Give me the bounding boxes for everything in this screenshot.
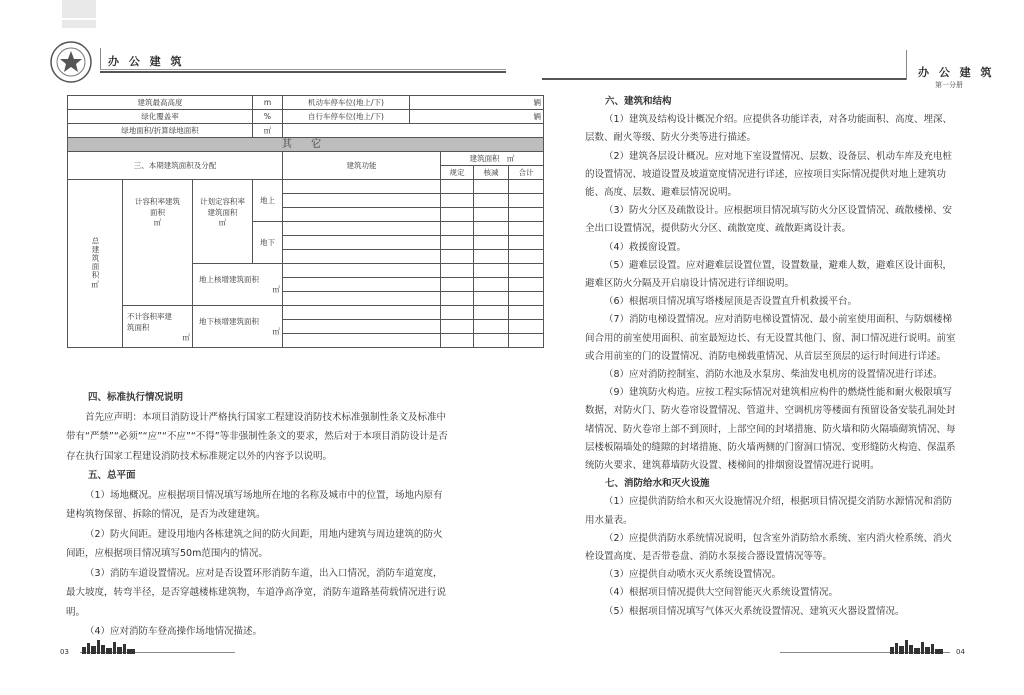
table-cell — [474, 264, 509, 278]
table-cell: 绿地面积/折算绿地面积 — [68, 124, 253, 138]
table-cell — [283, 278, 441, 292]
table-cell — [283, 236, 441, 250]
building-area-unit: ㎡ — [506, 153, 515, 163]
city-skyline-icon — [888, 638, 948, 654]
section-heading: 七、消防给水和灭火设施 — [605, 478, 710, 490]
table-cell — [474, 292, 509, 306]
paragraph: （5）避难层设置。应对避难层设置位置，设置数量，避难人数，避难区设计面积，避难区防火分隔及开启扇设计情况进行详细说明。 — [585, 259, 953, 290]
header-title-right: 办 公 建 筑 — [918, 66, 995, 79]
paragraph: （8）应对消防控制室、消防水池及水泵房、柴油发电机房的设置情况进行详述。 — [604, 369, 943, 381]
table-cell — [441, 222, 474, 236]
table-cell: 绿化覆盖率 — [68, 110, 253, 124]
table-cell — [509, 320, 544, 334]
table-band-row — [68, 138, 544, 152]
table-cell — [441, 334, 474, 348]
below-verify-label: 地下核增建筑面积 — [199, 317, 259, 326]
table-cell — [283, 334, 441, 348]
paragraph: （2）防火间距。建设用地内各栋建筑之间的防火间距，用地内建筑与周边建筑的防火间距，应根据项目情况填写50m范围内的情况。 — [66, 528, 443, 559]
table-row — [68, 110, 544, 124]
table-cell — [283, 306, 441, 320]
table-cell — [509, 292, 544, 306]
table-cell — [441, 278, 474, 292]
paragraph: （2）应提供消防水系统情况说明，包含室外消防给水系统、室内消火栓系统、消火栓设置高度、是否带卷盘、消防水泵接合器设置情况等等。 — [585, 532, 953, 563]
table-row — [68, 124, 544, 138]
table-cell — [509, 250, 544, 264]
table-cell: 合计 — [509, 166, 544, 180]
table-cell — [509, 306, 544, 320]
above-verify-unit: ㎡ — [272, 285, 280, 294]
paragraph: （4）应对消防车登高操作场地情况描述。 — [85, 626, 263, 637]
table-cell — [441, 236, 474, 250]
table-cell — [283, 180, 441, 194]
table-cell — [283, 208, 441, 222]
table-row — [68, 180, 544, 194]
paragraph: （4）救援窗设置。 — [604, 241, 687, 253]
table-cell: 三、本期建筑面积及分配 — [68, 152, 283, 180]
header-divider — [100, 48, 101, 70]
paragraph: （3）防火分区及疏散设计。应根据项目情况填写防火分区设置情况、疏散楼梯、安全出口设置情况，提供防火分区、疏散宽度、疏散距离设计表。 — [585, 205, 953, 235]
table-cell — [283, 222, 441, 236]
paragraph: （1）建筑及结构设计概况介绍。应提供各功能详表，对各功能面积、高度、埋深、层数、耐火等级、防火分类等进行描述。 — [585, 114, 953, 144]
table-cell — [283, 124, 544, 138]
non-far-unit: ㎡ — [182, 332, 190, 342]
table-cell — [283, 194, 441, 208]
above-verify-cell — [193, 264, 283, 306]
paragraph: （3）应提供自动喷水灭火系统设置情况。 — [604, 569, 782, 581]
table-cell — [441, 194, 474, 208]
table-cell: % — [253, 110, 283, 124]
paragraph: （1）场地概况。应根据项目情况填写场地所在地的名称及城市中的位置，场地内原有建构筑物保留、拆除的情况，是否为改建建筑。 — [66, 489, 443, 520]
table-cell — [474, 306, 509, 320]
header-rule-right — [542, 78, 906, 80]
paragraph: （1）应提供消防给水和灭火设施情况介绍，根据项目情况提交消防水源情况和消防用水量表。 — [585, 496, 953, 526]
table-cell — [441, 320, 474, 334]
table-cell — [283, 320, 441, 334]
table-cell: 规定 — [441, 166, 474, 180]
section-heading: 六、建筑和结构 — [605, 96, 672, 107]
table-cell — [474, 320, 509, 334]
table-cell — [509, 222, 544, 236]
page-number-right: 04 — [956, 648, 965, 656]
emblem-logo-icon — [50, 41, 92, 83]
header-divider-right — [906, 50, 907, 80]
table-cell — [283, 250, 441, 264]
table-cell — [474, 250, 509, 264]
table-cell — [474, 208, 509, 222]
header-rule — [100, 69, 506, 70]
header-tab-decoration — [62, 20, 96, 28]
table-cell: 建筑最高高度 — [68, 96, 253, 110]
table-cell — [474, 236, 509, 250]
table-cell — [474, 334, 509, 348]
table-cell — [441, 208, 474, 222]
table-row — [68, 306, 544, 320]
page-number-left: 03 — [60, 648, 69, 656]
section-heading: 五、总平面 — [88, 470, 136, 481]
planned-far-unit: ㎡ — [218, 218, 227, 227]
header-rule — [100, 71, 506, 73]
right-page-text — [585, 93, 961, 621]
header-title-left: 办 公 建 筑 — [108, 55, 185, 68]
table-cell — [474, 180, 509, 194]
planned-far-label: 计划定容积率建筑面积 — [200, 197, 245, 217]
table-cell — [509, 208, 544, 222]
table-cell — [441, 292, 474, 306]
below-ground-cell: 地下 — [253, 222, 283, 264]
table-cell: 自行车停车位(地上/下) — [283, 110, 410, 124]
table-cell — [509, 278, 544, 292]
header-subtitle-right: 第一分册 — [935, 81, 963, 89]
table-cell — [509, 334, 544, 348]
table-cell — [283, 264, 441, 278]
table-cell: 辆 — [410, 96, 544, 110]
below-verify-unit: ㎡ — [272, 327, 280, 336]
table-cell — [509, 180, 544, 194]
header-tab-decoration — [62, 0, 96, 18]
table-cell — [474, 194, 509, 208]
paragraph: （7）消防电梯设置情况。应对消防电梯设置情况、最小前室使用面积、与防烟楼梯间合用的前室使用面积、前室最短边长、有无设置其他门、窗、洞口情况进行说明。前室或合用前室的门的设置情况、消防电梯载重情况、从首层至顶层的运行时间进行详述。 — [585, 314, 956, 362]
table-cell — [441, 264, 474, 278]
left-page-text — [66, 388, 448, 642]
paragraph: （3）消防车道设置情况。应对是否设置环形消防车道，出入口情况，消防车道宽度，最大坡度，转弯半径，是否穿越楼栋建筑物，车道净高净宽，消防车道路基荷载情况进行说明。 — [66, 567, 447, 618]
below-verify-cell — [193, 306, 283, 348]
table-cell — [283, 292, 441, 306]
total-area-unit: ㎡ — [91, 279, 99, 289]
above-verify-label: 地上核增建筑面积 — [199, 275, 259, 284]
table-row — [68, 96, 544, 110]
table-cell — [509, 236, 544, 250]
table-cell — [441, 250, 474, 264]
non-far-label: 不计容积率建筑面积 — [127, 311, 172, 332]
fire-design-form-table — [67, 95, 544, 348]
paragraph: 首先应声明：本项目消防设计严格执行国家工程建设消防技术标准强制性条文及标准中带有“严禁”“必须”“应”“不应”“不得”等非强制性条文的要求，然后对于本项目消防设计是否存在执行国家工程建设消防技术标准规定以外的内容予以说明。 — [66, 411, 448, 462]
paragraph: （2）建筑各层设计概况。应对地下室设置情况、层数、设备层、机动车库及充电桩的设置情况、坡道设置及坡道宽度情况进行详述，应按项目实际情况提供对地上建筑功能、高度、层数、避难层情况说明。 — [585, 150, 953, 199]
table-cell: 核减 — [474, 166, 509, 180]
table-row — [68, 152, 544, 166]
far-area-label: 计容积率建筑面积 — [135, 197, 180, 217]
far-area-cell — [123, 180, 193, 306]
table-cell — [474, 278, 509, 292]
above-ground-cell: 地上 — [253, 180, 283, 222]
table-cell — [441, 152, 544, 166]
table-cell — [441, 180, 474, 194]
planned-far-cell — [193, 180, 253, 264]
non-far-cell — [123, 306, 193, 348]
table-cell: 辆 — [410, 110, 544, 124]
paragraph: （9）建筑防火构造。应按工程实际情况对建筑相应构件的燃烧性能和耐火极限填写数据，对防火门、防火卷帘设置情况、管道井、空调机房等楼面有预留设备安装孔洞处封堵情况、防火卷帘上部不到顶时，上部空间的封堵措施、防火墙和防火隔墙砌筑情况、每层楼板隔墙处的缝隙的封堵措施、防火墙两侧的门窗洞口情况、变形缝防火构造、保温系统防火要求、建筑幕墙防火设置、楼梯间的排烟窗设置情况进行说明。 — [585, 387, 956, 472]
total-area-cell — [68, 180, 123, 348]
table-cell: 建筑功能 — [283, 152, 441, 180]
table-cell: ㎡ — [253, 124, 283, 138]
city-skyline-icon — [80, 638, 140, 654]
section-heading: 四、标准执行情况说明 — [88, 392, 184, 403]
paragraph: （4）根据项目情况提供大空间智能灭火系统设置情况。 — [604, 587, 839, 599]
table-cell: m — [253, 96, 283, 110]
building-area-label: 建筑面积 — [469, 153, 500, 163]
far-area-unit: ㎡ — [153, 218, 162, 227]
table-cell — [509, 264, 544, 278]
section-band: 其 它 — [68, 138, 544, 152]
table-cell: 机动车停车位(地上/下) — [283, 96, 410, 110]
table-cell — [509, 194, 544, 208]
paragraph: （5）根据项目情况填写气体灭火系统设置情况、建筑灭火器设置情况。 — [604, 605, 905, 617]
total-area-label: 总建筑面积 — [91, 237, 100, 280]
paragraph: （6）根据项目情况填写塔楼屋顶是否设置直升机救援平台。 — [604, 296, 858, 308]
table-cell — [441, 306, 474, 320]
table-cell — [474, 222, 509, 236]
